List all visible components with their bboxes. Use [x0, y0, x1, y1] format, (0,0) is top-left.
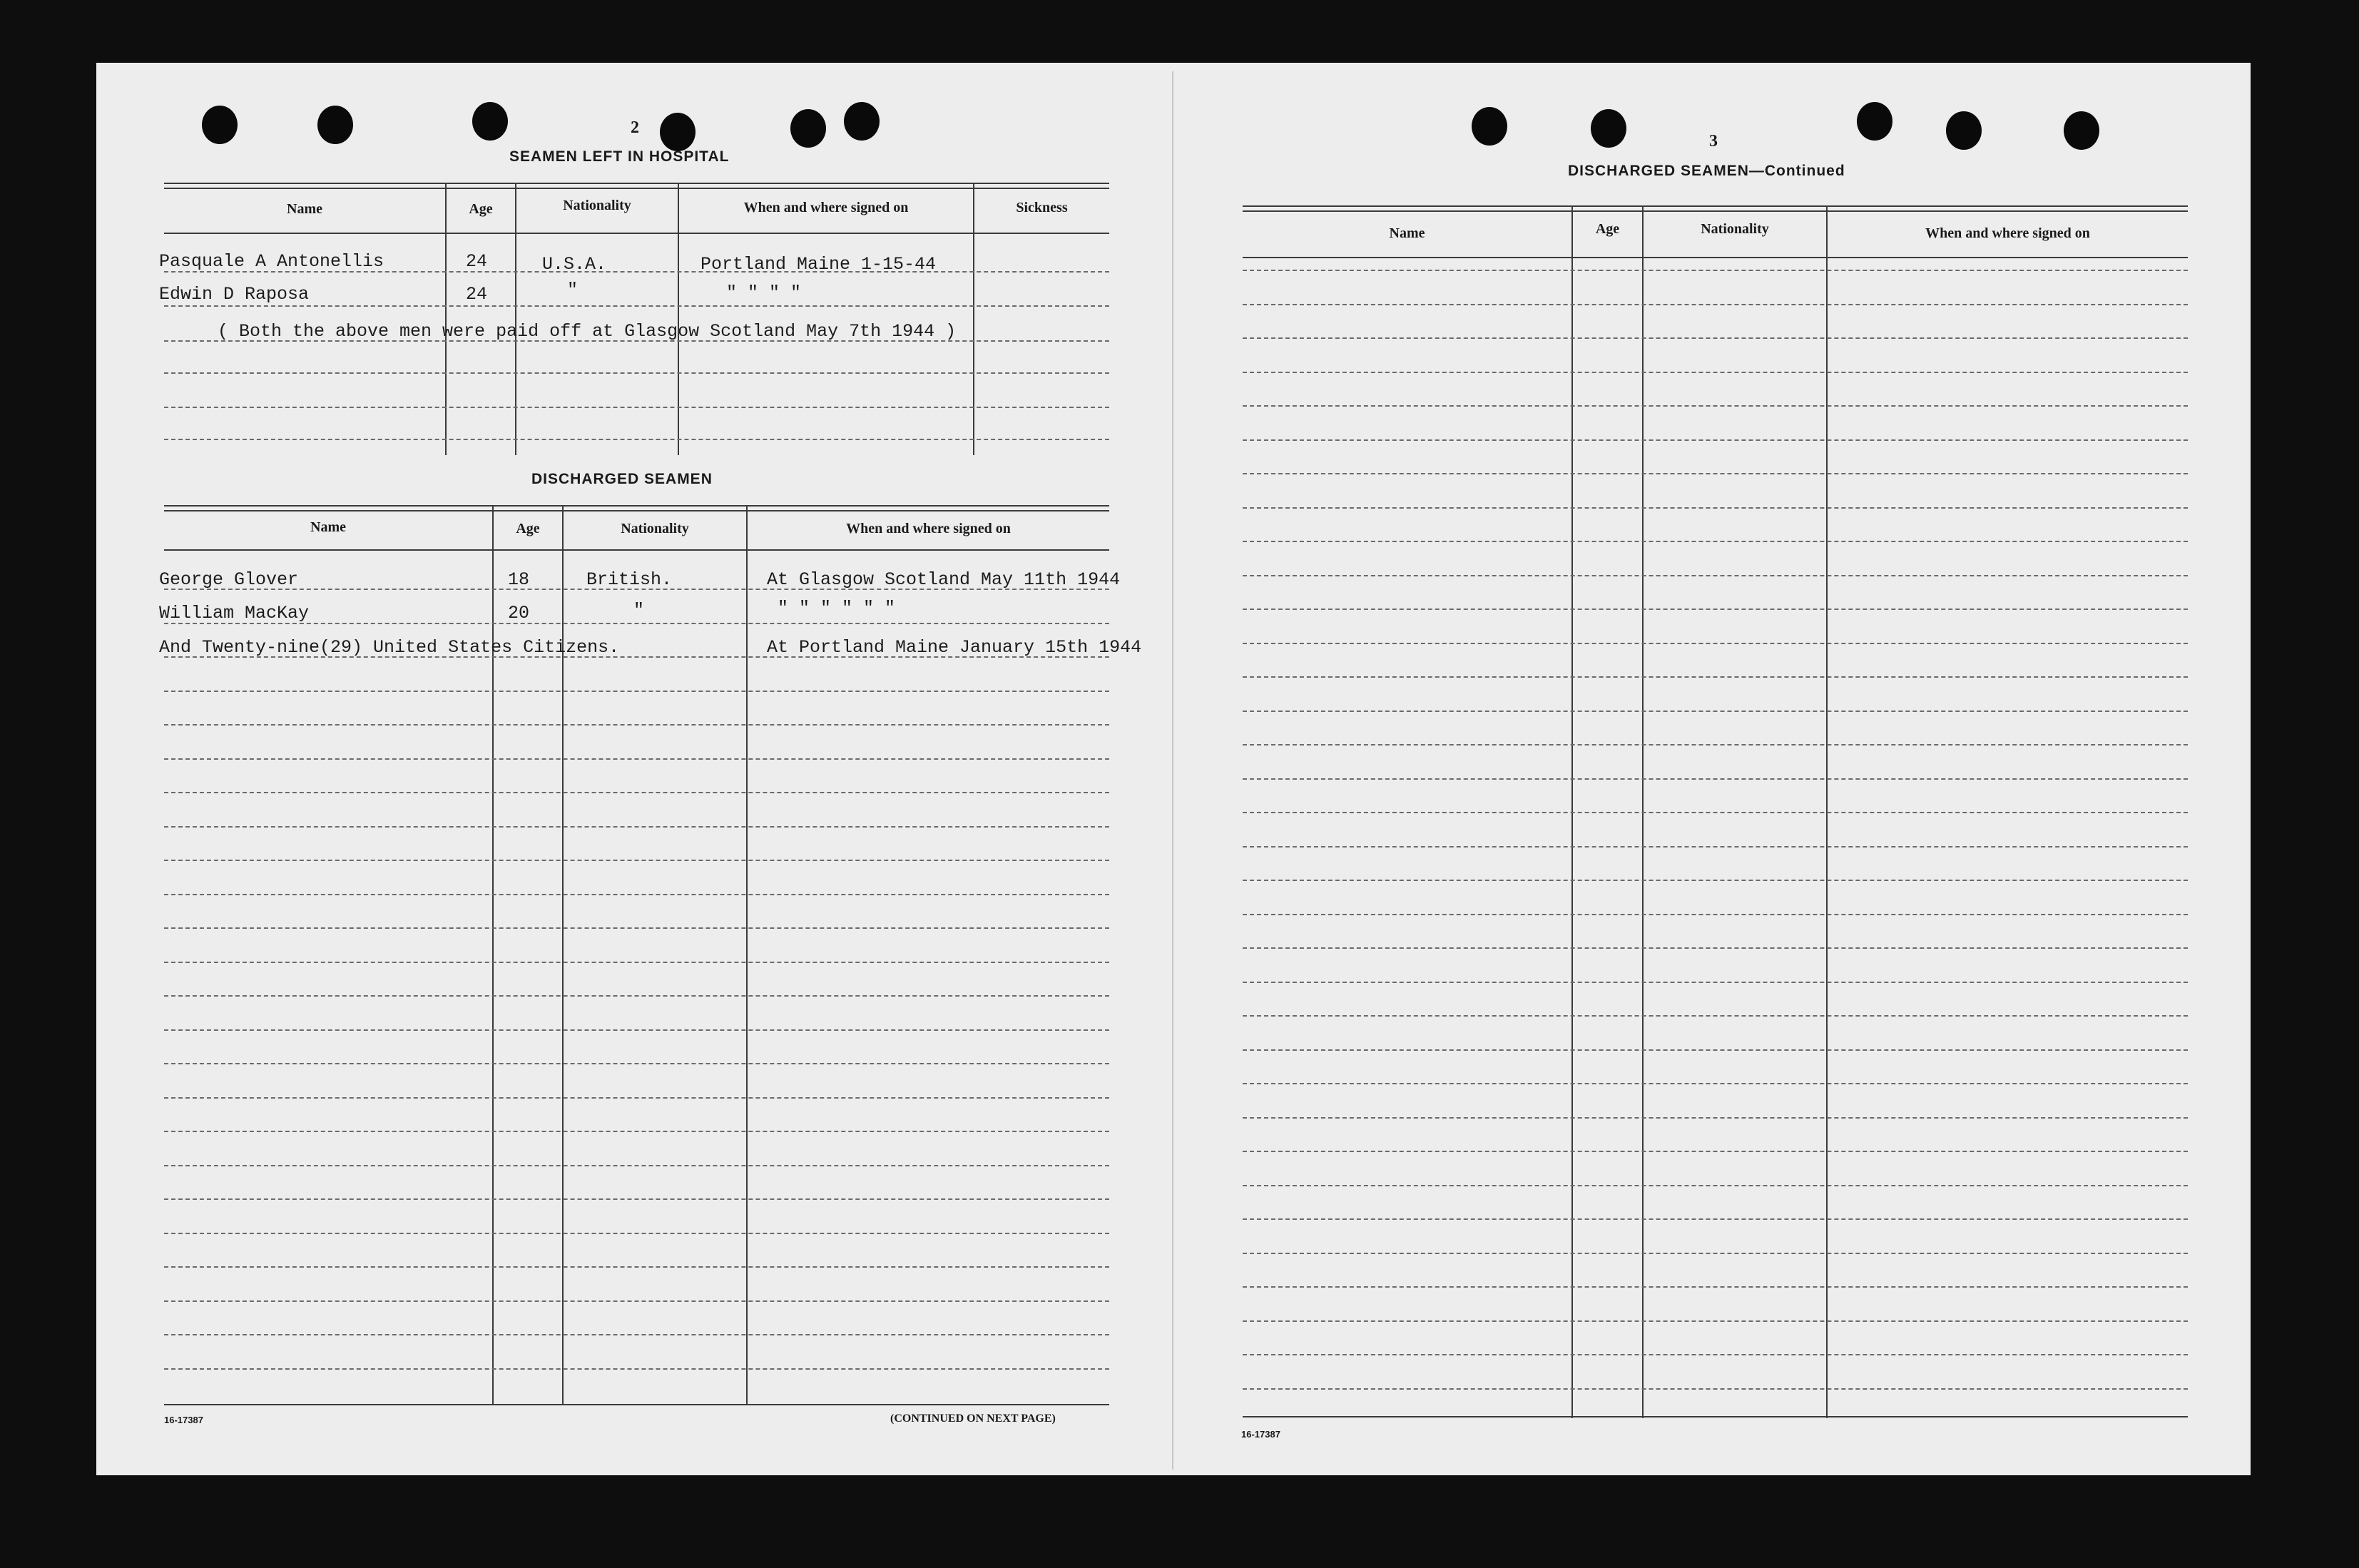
binder-hole: [202, 106, 238, 144]
ruled-line: [1243, 1388, 2188, 1390]
binder-hole: [472, 102, 508, 141]
ruled-line: [164, 1097, 1109, 1099]
ruled-line: [164, 691, 1109, 692]
ruled-line: [164, 860, 1109, 861]
ruled-line: [1243, 1320, 2188, 1322]
column-header-signed-on: When and where signed on: [1925, 225, 2090, 241]
continued-note: (CONTINUED ON NEXT PAGE): [890, 1412, 1056, 1425]
ruled-line: [1243, 1015, 2188, 1017]
section-title: DISCHARGED SEAMEN: [531, 471, 713, 487]
ruled-line: [1243, 1151, 2188, 1152]
hospital-nationality: ": [567, 280, 579, 300]
column-header-nationality: Nationality: [621, 521, 689, 536]
ruled-line: [1243, 1218, 2188, 1220]
section-title: SEAMEN LEFT IN HOSPITAL: [509, 148, 730, 165]
ruled-line: [1243, 711, 2188, 712]
ruled-line: [164, 724, 1109, 726]
hospital-note: ( Both the above men were paid off at Glasgow Scotland May 7th 1944 ): [218, 321, 957, 342]
table-rule: [1243, 205, 2188, 207]
ruled-line: [164, 1198, 1109, 1200]
ruled-line: [1243, 1185, 2188, 1186]
ruled-line: [1243, 439, 2188, 441]
table-rule: [1243, 257, 2188, 258]
column-divider: [746, 505, 748, 1405]
ruled-line: [1243, 372, 2188, 373]
table-rule: [164, 233, 1109, 234]
column-header-nationality: Nationality: [563, 198, 631, 213]
table-rule: [164, 188, 1109, 189]
hospital-name: Edwin D Raposa: [159, 284, 310, 305]
ruled-line: [1243, 405, 2188, 407]
binder-hole: [660, 113, 696, 151]
ruled-line: [1243, 1286, 2188, 1288]
discharged-signed-on: At Glasgow Scotland May 11th 1944: [767, 569, 1121, 590]
table-rule: [164, 183, 1109, 184]
form-number: 16-17387: [164, 1415, 203, 1425]
ruled-line: [164, 305, 1109, 307]
ruled-line: [164, 1266, 1109, 1268]
page-number: 3: [1709, 132, 1718, 151]
discharged-nationality: ": [633, 600, 645, 621]
ruled-line: [1243, 337, 2188, 339]
table-rule: [1243, 210, 2188, 212]
table-rule: [164, 505, 1109, 506]
ruled-line: [164, 1131, 1109, 1132]
hospital-signed-on: " " " ": [726, 282, 802, 303]
ruled-line: [164, 995, 1109, 997]
discharged-name: William MacKay: [159, 603, 310, 623]
ruled-line: [1243, 1117, 2188, 1119]
section-title: DISCHARGED SEAMEN—Continued: [1568, 163, 1845, 179]
ruled-line: [164, 1233, 1109, 1234]
ruled-line: [1243, 846, 2188, 847]
form-number: 16-17387: [1241, 1429, 1280, 1440]
ruled-line: [164, 792, 1109, 793]
ruled-line: [164, 372, 1109, 374]
hospital-age: 24: [466, 284, 488, 305]
column-header-age: Age: [1595, 221, 1620, 237]
column-divider: [973, 183, 974, 455]
binder-hole: [2064, 111, 2099, 150]
column-divider: [445, 183, 447, 455]
table-rule: [164, 549, 1109, 551]
discharged-signed-on: At Portland Maine January 15th 1944: [767, 637, 1142, 658]
binder-hole: [790, 109, 826, 148]
ruled-line: [1243, 947, 2188, 949]
binder-hole: [1857, 102, 1892, 141]
binder-hole: [1472, 107, 1507, 146]
table-rule: [1243, 1416, 2188, 1417]
ruled-line: [164, 407, 1109, 408]
ruled-line: [1243, 982, 2188, 983]
discharged-age: 20: [508, 603, 530, 623]
ruled-line: [1243, 778, 2188, 780]
ruled-line: [164, 962, 1109, 963]
binder-hole: [844, 102, 880, 141]
ruled-line: [1243, 914, 2188, 915]
column-header-sickness: Sickness: [1016, 200, 1068, 215]
ruled-line: [1243, 812, 2188, 813]
ruled-line: [1243, 575, 2188, 576]
column-header-name: Name: [287, 201, 322, 217]
ruled-line: [1243, 676, 2188, 678]
discharged-nationality: British.: [586, 569, 673, 590]
page-fold: [1172, 71, 1173, 1470]
discharged-signed-on: " " " " " ": [778, 598, 896, 618]
binder-hole: [1946, 111, 1982, 150]
ruled-line: [164, 927, 1109, 929]
page-number: 2: [631, 118, 639, 137]
ruled-line: [1243, 643, 2188, 644]
ruled-line: [164, 1300, 1109, 1302]
ruled-line: [164, 1368, 1109, 1370]
binder-hole: [1591, 109, 1626, 148]
binder-hole: [317, 106, 353, 144]
column-header-nationality: Nationality: [1701, 221, 1769, 237]
column-header-signed-on: When and where signed on: [743, 200, 909, 215]
hospital-signed-on: Portland Maine 1-15-44: [700, 254, 937, 275]
discharged-name: George Glover: [159, 569, 299, 590]
ruled-line: [1243, 880, 2188, 881]
column-header-age: Age: [469, 201, 493, 217]
hospital-age: 24: [466, 251, 488, 272]
ruled-line: [1243, 1354, 2188, 1355]
ruled-line: [1243, 541, 2188, 542]
hospital-name: Pasquale A Antonellis: [159, 251, 384, 272]
ruled-line: [164, 1029, 1109, 1031]
document-sheet: [96, 63, 2251, 1475]
ruled-line: [164, 1165, 1109, 1166]
discharged-name: And Twenty-nine(29) United States Citizens.: [159, 637, 620, 658]
column-header-age: Age: [516, 521, 540, 536]
ruled-line: [164, 826, 1109, 828]
column-divider: [515, 183, 516, 455]
ruled-line: [1243, 304, 2188, 305]
ruled-line: [164, 439, 1109, 440]
ruled-line: [1243, 507, 2188, 509]
table-rule: [164, 510, 1109, 511]
column-header-signed-on: When and where signed on: [846, 521, 1011, 536]
column-header-name: Name: [310, 519, 346, 535]
ruled-line: [1243, 270, 2188, 271]
ruled-line: [164, 758, 1109, 760]
column-divider: [678, 183, 679, 455]
ruled-line: [1243, 744, 2188, 745]
table-rule: [164, 1404, 1109, 1405]
hospital-nationality: U.S.A.: [542, 254, 607, 275]
ruled-line: [1243, 609, 2188, 610]
ruled-line: [1243, 1049, 2188, 1051]
ruled-line: [164, 894, 1109, 895]
ruled-line: [1243, 1253, 2188, 1254]
ruled-line: [164, 1334, 1109, 1335]
ruled-line: [1243, 1083, 2188, 1084]
discharged-age: 18: [508, 569, 530, 590]
column-header-name: Name: [1389, 225, 1425, 241]
ruled-line: [1243, 473, 2188, 474]
ruled-line: [164, 1063, 1109, 1064]
